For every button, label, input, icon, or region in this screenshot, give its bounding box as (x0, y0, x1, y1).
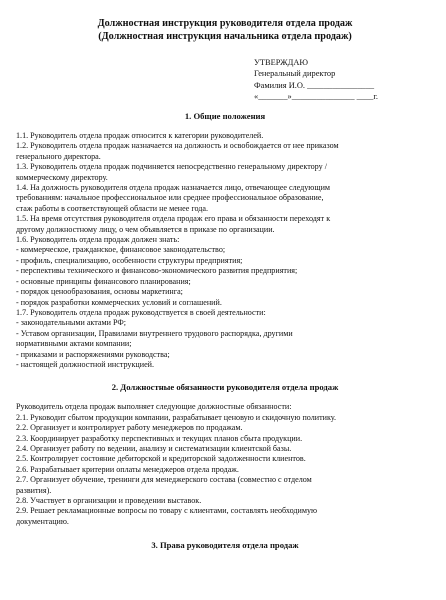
approval-line-2: Генеральный директор (254, 69, 336, 79)
section2-line: 2.4. Организует работу по ведении, анализу и систематизации клиентской базы. (16, 443, 292, 453)
approval-block (254, 57, 434, 102)
section1-line: 1.5. На время отсутствия руководителя отдела продаж его права и обязанности переходят к (16, 214, 331, 224)
section-2-body (16, 402, 434, 527)
section2-line: документацию. (16, 516, 69, 526)
section1-line: - настоящей должностной инструкцией. (16, 359, 155, 369)
section2-line: 2.6. Разрабатывает критерии оплаты менеджеров отдела продаж. (16, 464, 239, 474)
section1-line: 1.4. На должность руководителя отдела продаж назначается лицо, отвечающее следующим (16, 183, 331, 193)
section2-line: развития). (16, 485, 52, 495)
section1-line: - порядок ценообразования, основы маркетинга; (16, 287, 183, 297)
section1-line: 1.6. Руководитель отдела продаж должен знать: (16, 235, 180, 245)
section1-line: другому должностному лицу, о чем объявляется в приказе по организации. (16, 224, 275, 234)
approval-line-1: УТВЕРЖДАЮ (254, 58, 308, 68)
approval-line-4: «_______»_______________ ____г. (254, 91, 378, 101)
section1-line: 1.2. Руководитель отдела продаж назначается на должность и освобождается от нее приказом (16, 141, 339, 151)
section1-line: коммерческому директору. (16, 172, 108, 182)
section1-line: - основные принципы финансового планирования; (16, 276, 191, 286)
section1-line: 1.1. Руководитель отдела продаж относится к категории руководителей. (16, 131, 264, 140)
section2-line: 2.7. Организует обучение, тренинги для менеджерского состава (совместно с отделом (16, 475, 312, 485)
section2-line: 2.1. Руководит сбытом продукции компании, разрабатывает ценовую и скидочную политику. (16, 412, 337, 422)
approval-line-3: Фамилия И.О. ________________ (254, 80, 375, 90)
section2-line: 2.9. Решает рекламационные вопросы по товару с клиентами, составлять необходимую (16, 506, 318, 516)
title-line-2: (Должностная инструкция начальника отдела продаж) (98, 30, 352, 42)
section1-line: - перспективы технического и финансово-экономического развития предприятия; (16, 266, 298, 276)
section1-line: 1.7. Руководитель отдела продаж руководствуется в своей деятельности: (16, 307, 266, 317)
section1-line: стаж работы в соответствующей области не менее года. (16, 203, 208, 213)
section1-line: - профиль, специализацию, особенности структуры предприятия; (16, 255, 243, 265)
section1-line: генерального директора. (16, 151, 101, 161)
section2-line: Руководитель отдела продаж выполняет следующие должностные обязанности: (16, 402, 292, 412)
section-1-body (16, 131, 434, 370)
section1-line: - коммерческое, гражданское, финансовое законодательство; (16, 245, 226, 255)
title-line-1: Должностная инструкция руководителя отдела продаж (97, 18, 353, 29)
section1-line: 1.3. Руководитель отдела продаж подчиняется непосредственно генеральному директору / (16, 162, 327, 172)
document-title (16, 18, 434, 43)
section2-line: 2.2. Организует и контролирует работу менеджеров по продажам. (16, 423, 243, 433)
section2-line: 2.8. Участвует в организации и проведении выставок. (16, 496, 202, 505)
section1-line: нормативными актами компании; (16, 339, 132, 349)
section1-line: - Уставом организации, Правилами внутреннего трудового распорядка, другими (16, 328, 293, 338)
section-2-heading: 2. Должностные обязанности руководителя отдела продаж (111, 382, 339, 393)
section1-line: - приказами и распоряжениями руководства; (16, 349, 170, 359)
section1-line: требованиям: начальное профессиональное или среднее профессиональное образование, (16, 193, 324, 203)
section1-line: - законодательными актами РФ; (16, 318, 126, 328)
section-1-heading: 1. Общие положения (184, 111, 266, 121)
section2-line: 2.3. Координирует разработку перспективных и текущих планов сбыта продукции. (16, 433, 303, 443)
section-3-heading: 3. Права руководителя отдела продаж (151, 540, 299, 551)
section2-line: 2.5. Контролирует состояние дебиторской и кредиторской задолженности клиентов. (16, 454, 306, 464)
section1-line: - порядок разработки коммерческих условий и соглашений. (16, 297, 222, 307)
